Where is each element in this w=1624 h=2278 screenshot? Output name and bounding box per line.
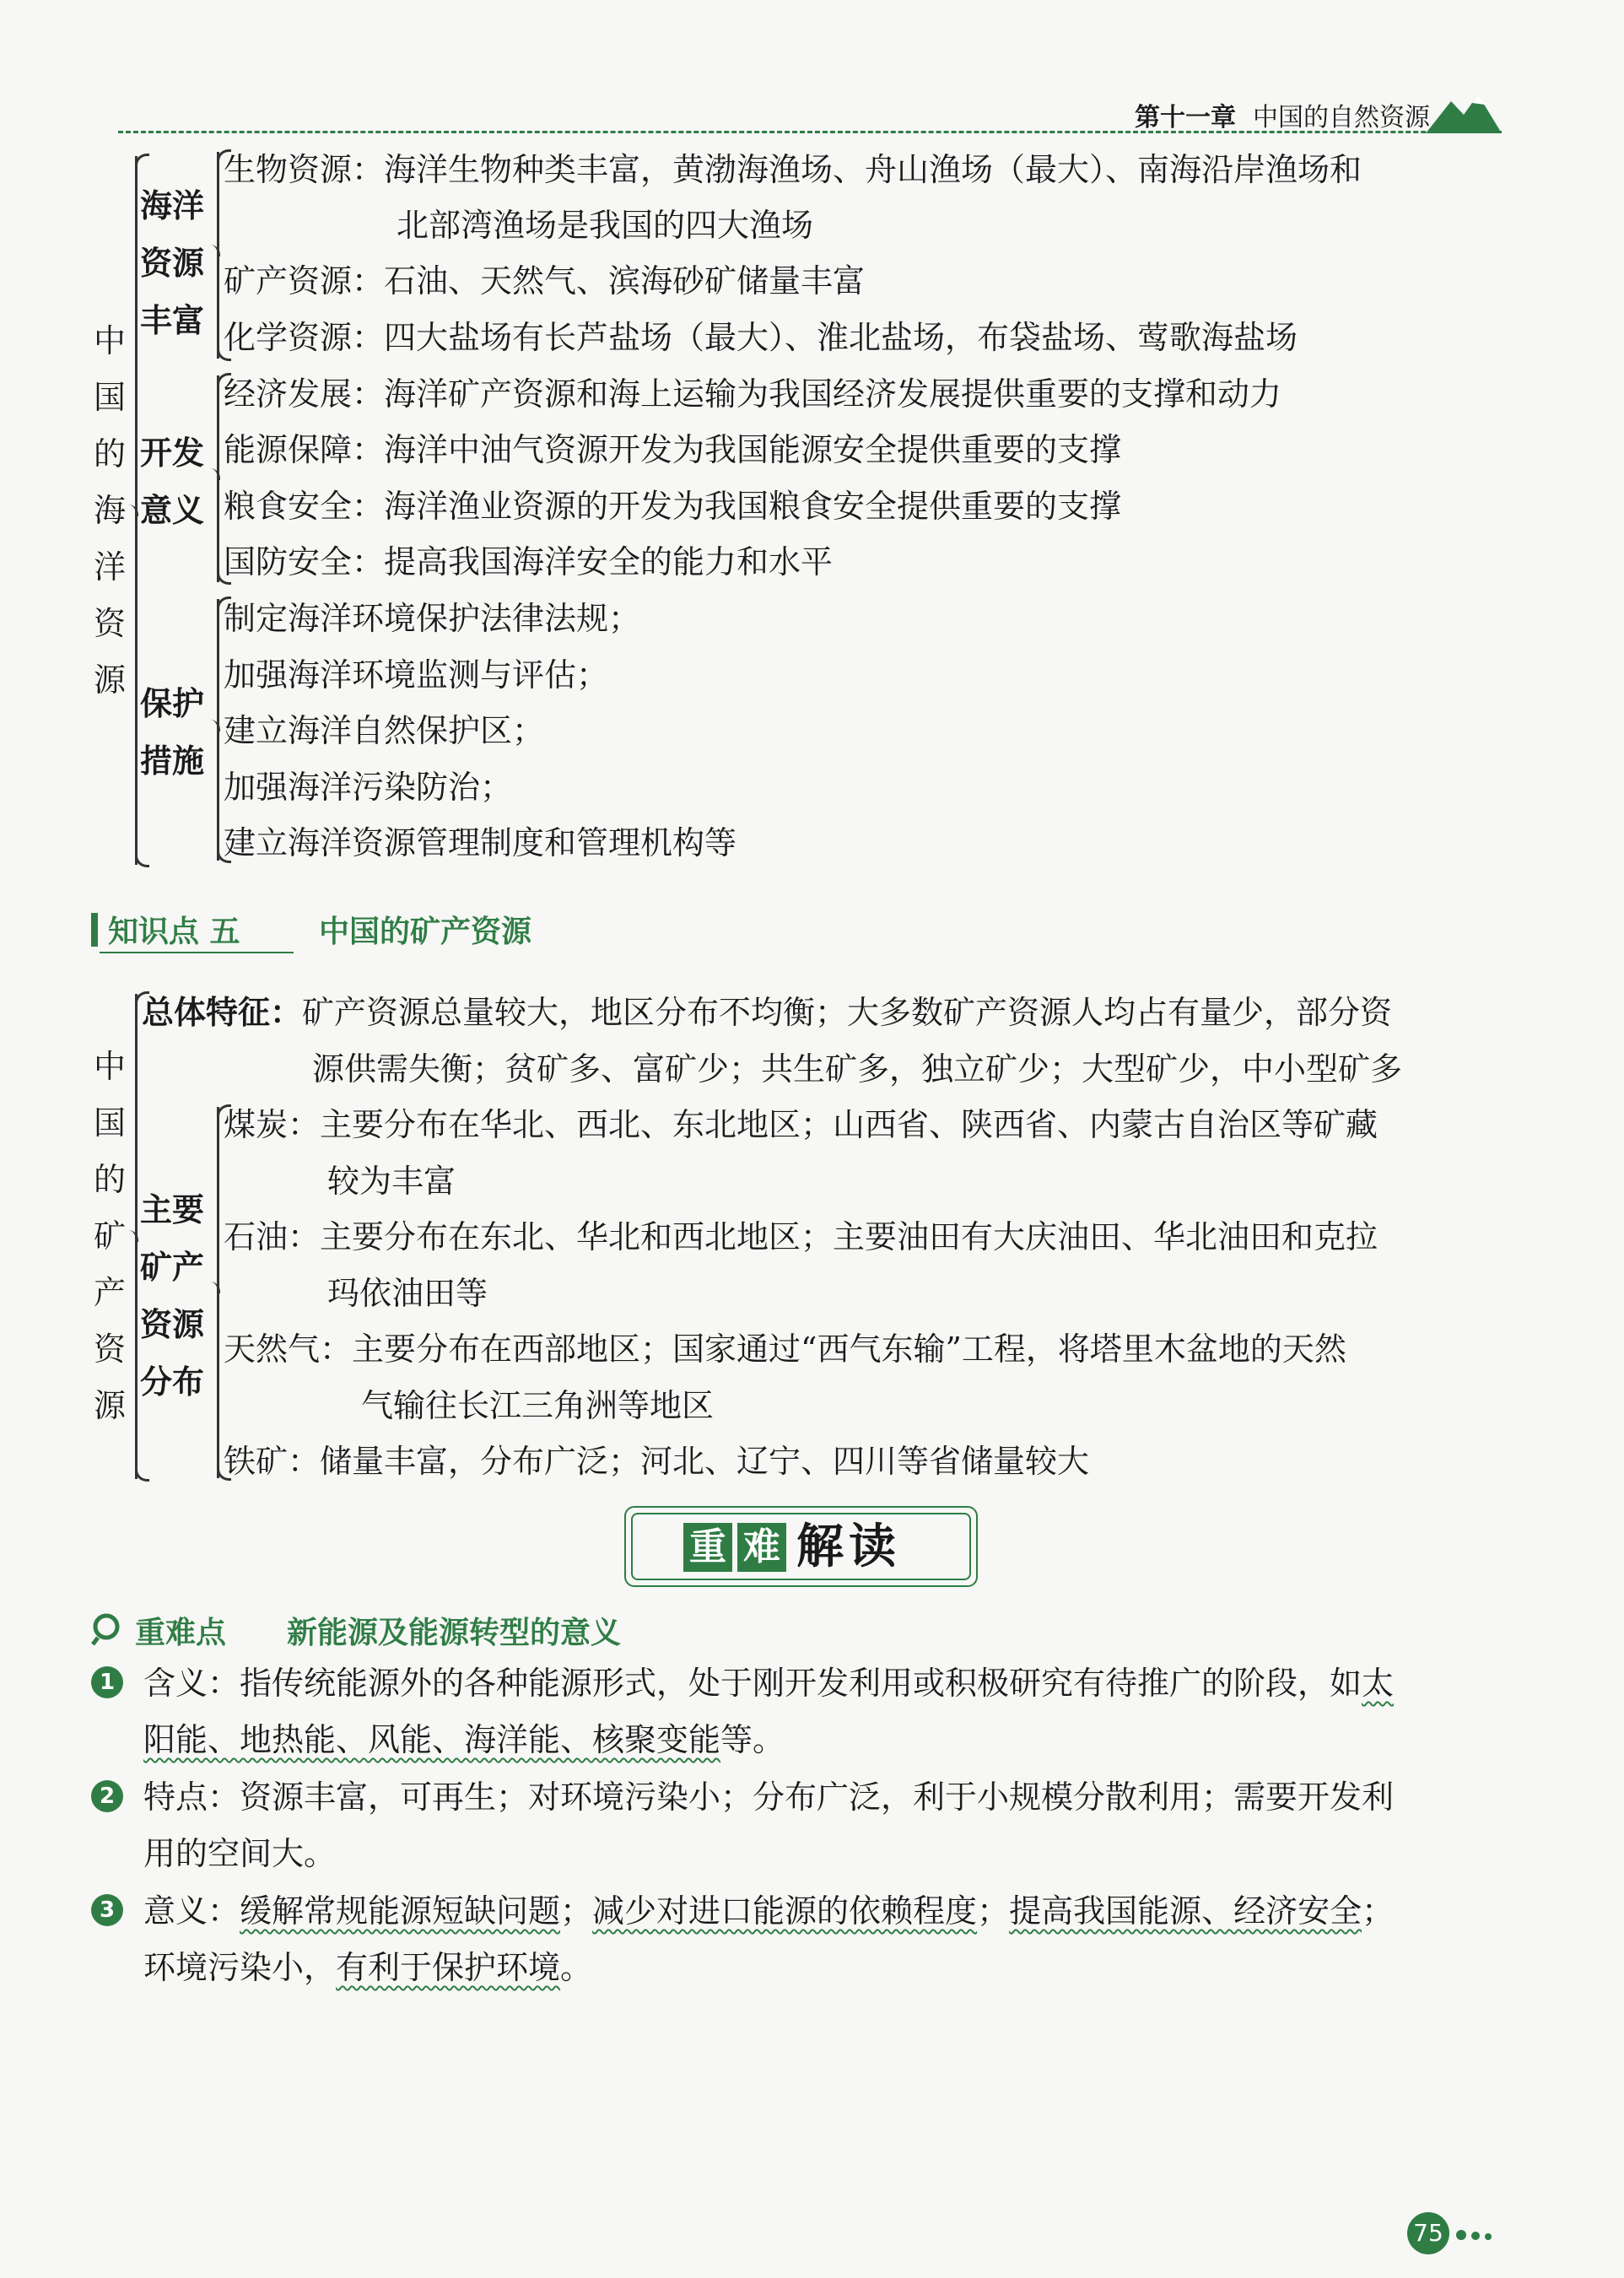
key-heading [91, 1607, 766, 1649]
section-tag: 知识点 五 [108, 915, 240, 949]
mineral-root-bracket [135, 994, 138, 1479]
chapter-title: 中国的自然资源 [1253, 103, 1430, 132]
mineral-coal-cont: 较为丰富 [327, 1163, 456, 1200]
item-defense: 国防安全：提高我国海洋安全的能力和水平 [224, 543, 834, 580]
page-header [1084, 91, 1489, 133]
measure-5: 建立海洋资源管理制度和管理机构等 [224, 824, 737, 861]
banner-char-1: 重 [683, 1523, 732, 1572]
point-1-number: 1 [91, 1666, 123, 1698]
point-3-line-1: 意义：缓解常规能源短缺问题；减少对进口能源的依赖程度；提高我国能源、经济安全； [143, 1892, 1395, 1930]
mineral-iron: 铁矿：储量丰富，分布广泛；河北、辽宁、四川等省储量较大 [224, 1443, 1090, 1480]
overall-feature-cont: 源供需失衡；贫矿多、富矿少；共生矿多，独立矿少；大型矿少，中小型矿多 [312, 1050, 1403, 1088]
group-label-resources: 海洋 资源 丰富 [140, 186, 205, 339]
point-3-line-2: 环境污染小，有利于保护环境。 [143, 1949, 593, 1986]
ocean-root-bracket [135, 156, 138, 865]
group-bracket-protection [217, 599, 219, 861]
measure-4: 加强海洋污染防治； [224, 769, 513, 806]
item-chemical: 化学资源：四大盐场有长芦盐场（最大）、淮北盐场，布袋盐场、莺歌海盐场 [224, 319, 1298, 356]
point-3-number: 3 [91, 1894, 123, 1926]
mineral-gas-cont: 气输往长江三角洲等地区 [361, 1387, 715, 1424]
dist-bracket [217, 1107, 219, 1478]
banner-text: 解读 [796, 1519, 901, 1574]
header-rule [118, 131, 1502, 133]
point-2-line-1: 特点：资源丰富，可再生；对环境污染小；分布广泛，利于小规模分散利用；需要开发利 [143, 1779, 1395, 1816]
mountain-icon [1426, 91, 1502, 133]
measure-3: 建立海洋自然保护区； [224, 712, 545, 749]
dist-label: 主要 矿产 资源 分布 [140, 1190, 205, 1401]
chapter-label: 第十一章 [1135, 103, 1236, 132]
group-label-protection: 保护 措施 [140, 684, 205, 780]
group-bracket-significance [217, 375, 219, 582]
overall-feature: 总体特征：矿产资源总量较大，地区分布不均衡；大多数矿产资源人均占有量少，部分资 [142, 993, 1393, 1031]
measure-2: 加强海洋环境监测与评估； [224, 656, 609, 694]
item-bio: 生物资源：海洋生物种类丰富，黄渤海渔场、舟山渔场（最大）、南海沿岸渔场和 [224, 151, 1362, 188]
measure-1: 制定海洋环境保护法律法规； [224, 600, 641, 637]
section-marker [91, 913, 98, 947]
point-1-line-2: 阳能、地热能、风能、海洋能、核聚变能等。 [143, 1721, 785, 1758]
item-bio-cont: 北部湾渔场是我国的四大渔场 [397, 207, 814, 244]
mineral-oil: 石油：主要分布在东北、华北和西北地区；主要油田有大庆油田、华北油田和克拉 [224, 1218, 1379, 1255]
group-bracket-resources [217, 152, 219, 359]
key-tag: 重难点 [135, 1616, 227, 1650]
point-2-number: 2 [91, 1780, 123, 1812]
group-label-significance: 开发 意义 [140, 434, 205, 529]
item-food: 粮食安全：海洋渔业资源的开发为我国粮食安全提供重要的支撑 [224, 488, 1122, 525]
section-underline [100, 952, 294, 953]
banner [624, 1506, 978, 1587]
section-heading [91, 904, 597, 952]
item-mineral: 矿产资源：石油、天然气、滨海砂矿储量丰富 [224, 262, 866, 300]
page-dots [1456, 2227, 1492, 2243]
page-number: 75 [1407, 2212, 1449, 2254]
magnifier-icon [91, 1612, 125, 1646]
mineral-coal: 煤炭：主要分布在华北、西北、东北地区；山西省、陕西省、内蒙古自治区等矿藏 [224, 1106, 1379, 1143]
section-title: 中国的矿产资源 [319, 915, 532, 949]
item-energy: 能源保障：海洋中油气资源开发为我国能源安全提供重要的支撑 [224, 431, 1122, 468]
key-title: 新能源及能源转型的意义 [287, 1616, 622, 1650]
mineral-gas: 天然气：主要分布在西部地区；国家通过“西气东输”工程，将塔里木盆地的天然 [224, 1331, 1346, 1368]
item-economy: 经济发展：海洋矿产资源和海上运输为我国经济发展提供重要的支撑和动力 [224, 375, 1282, 413]
mineral-oil-cont: 玛依油田等 [327, 1275, 488, 1312]
point-2-line-2: 用的空间大。 [143, 1835, 337, 1872]
point-1-line-1: 含义：指传统能源外的各种能源形式，处于刚开发利用或积极研究有待推广的阶段，如太 [143, 1665, 1395, 1702]
banner-char-2: 难 [737, 1523, 786, 1572]
